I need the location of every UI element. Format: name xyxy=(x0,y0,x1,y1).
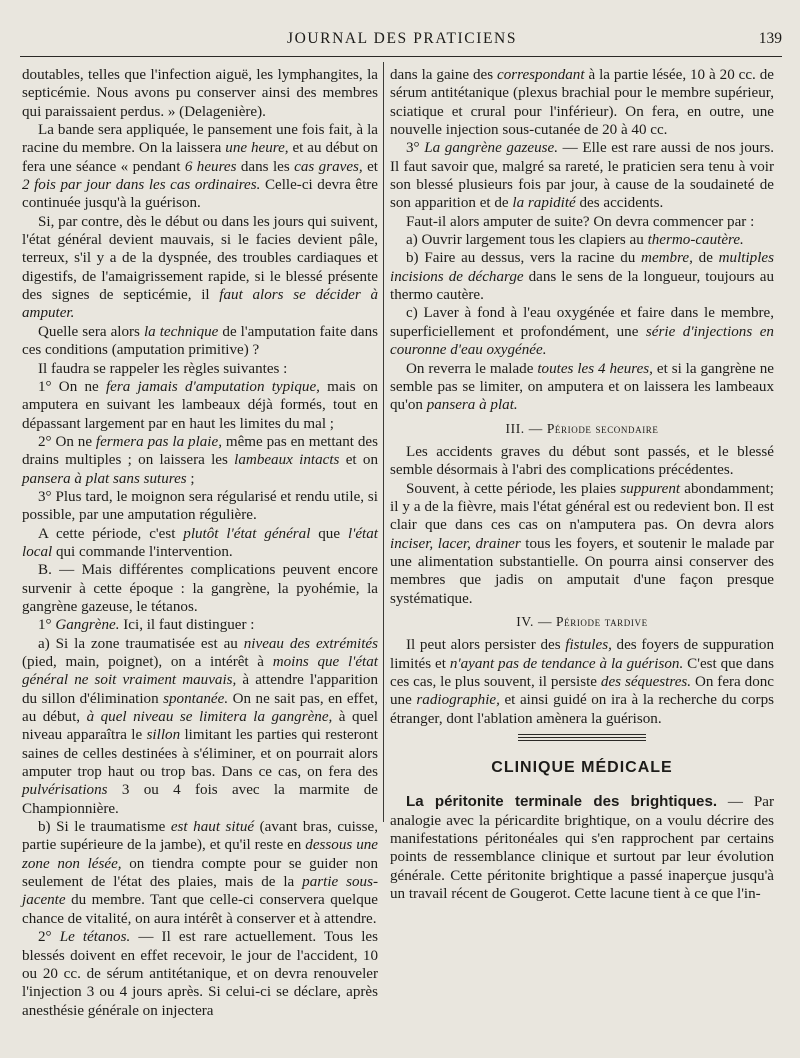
section-heading-periode-secondaire: III. — Période secondaire xyxy=(505,420,659,436)
paragraph: Il peut alors persister des fistules, des foyers de suppuration limités et n'ayant pas de tendance à la guérison. C'est que dans ces cas, le plus souvent, il persiste des séquestres. On fera donc une radiographie, et ainsi guidé on ira à la recherche du corps étranger, dont l'ablation amènera la guérison. xyxy=(390,637,775,727)
section-heading-periode-tardive: IV. — Période tardive xyxy=(516,613,648,629)
section-separator xyxy=(518,734,646,741)
article-paragraph: La péritonite terminale des brightiques. — Par analogie avec la péricardite brightique, on a voulu décrire des manifestations péritonéales qui s'en rapprochent par certains points de ressemblance clinique et surtout par leur évolution générale. Cette péritonite brightique a passé inaperçue jusqu'à un travail récent de Gougerot. Cette lacune tient à ce que l'in- xyxy=(390,793,775,903)
list-item: 3° Plus tard, le moignon sera régularisé et rendu utile, si possible, par une amputation régulière. xyxy=(22,488,378,524)
paragraph: A cette période, c'est plutôt l'état général que l'état local qui commande l'intervention. xyxy=(22,525,378,560)
paragraph: On reverra le malade toutes les 4 heures, et si la gangrène ne semble pas se limiter, on amputera et on laissera les lambeaux qu'on pansera à plat. xyxy=(390,360,774,414)
paragraph: doutables, telles que l'infection aiguë, les lymphangites, la septicémie. Nous avons pu conserver ainsi des membres qui paraissaient perdus. » (Delagenière). xyxy=(22,67,378,120)
list-item: a) Ouvrir largement tous les clapiers au thermo-cautère. xyxy=(406,232,744,249)
list-item: 1° Gangrène. Ici, il faut distinguer : xyxy=(38,617,255,634)
page-number: 139 xyxy=(758,30,782,47)
list-item: c) Laver à fond à l'eau oxygénée et faire dans le membre, superficiellement et profondément, une série d'injections en couronne d'eau oxygénée. xyxy=(390,305,774,359)
list-item: 2° Le tétanos. — Il est rare actuellement. Tous les blessés doivent en effet recevoir, le jour de l'accident, 10 ou 20 cc. de sérum antitétanique, et on devra renouveler l'injection 3 ou 4 jours après. Si celui-ci se déclare, après anesthésie générale on injectera xyxy=(22,929,379,1019)
paragraph: Si, par contre, dès le début ou dans les jours qui suivent, l'état général devient mauvais, si le facies devient pâle, terreux, s'il y a de la dyspnée, des troubles cardiaques et digestifs, de l'amaigrissement rapide, si le blessé présente des signes de septicémie, il faut alors se décider à amputer. xyxy=(22,213,378,322)
paragraph: Les accidents graves du début sont passés, et le blessé semble désormais à l'abri des complications précédentes. xyxy=(390,443,774,479)
paragraph: Faut-il alors amputer de suite? On devra commencer par : xyxy=(406,213,755,230)
page-header xyxy=(22,30,782,54)
right-column xyxy=(390,66,774,903)
article-title: La péritonite terminale des brightiques. xyxy=(406,793,718,811)
journal-title: JOURNAL DES PRATICIENS xyxy=(286,30,518,47)
header-rule xyxy=(20,56,782,57)
paragraph: Il faudra se rappeler les règles suivantes : xyxy=(38,360,288,377)
list-item: b) Si le traumatisme est haut situé (avant bras, cuisse, partie supérieure de la jambe), et qu'il reste en dessous une zone non lésée, on tiendra compte pour se guider non seulement de l'état des plaies, mais de la partie sous-jacente du membre. Tant que celle-ci conservera quelque chance de vitalité, on aura intérêt à conserver et à attendre. xyxy=(22,819,379,927)
paragraph: La bande sera appliquée, le pansement une fois fait, à la racine du membre. On la laissera une heure, et au début on fera une séance « pendant 6 heures dans les cas graves, et 2 fois par jour dans les cas ordinaires. Celle-ci devra être continuée jusqu'à la guérison. xyxy=(22,122,378,212)
paragraph: dans la gaine des correspondant à la partie lésée, 10 à 20 cc. de sérum antitétanique (plexus brachial pour le membre supérieur, sciatique et crural pour l'inférieur). On fera, en outre, une nouvelle injection sous-cutanée de 20 à 40 cc. xyxy=(390,67,774,139)
list-item: 3° La gangrène gazeuse. — Elle est rare aussi de nos jours. Il faut savoir que, malgré sa rareté, le praticien sera tenu à voir son blessé plusieurs fois par jour, à cause de la soudaineté de son apparition et de la rapidité des accidents. xyxy=(390,140,775,212)
list-item: a) Si la zone traumatisée est au niveau des extrémités (pied, main, poignet), on a intérêt à moins que l'état général ne soit vraiment mauvais, à attendre l'apparition du sillon d'élimination spontanée. On ne sait pas, en effet, au début, à quel niveau se limitera la gangrène, à quel niveau apparaîtra le sillon limitant les parties qui resteront saines de celles destinées à s'éliminer, et on pourrait alors amputer trop haut ou trop bas. Dans ce cas, on fera des pulvérisations 3 ou 4 fois avec la marmite de Championnière. xyxy=(22,635,379,817)
paragraph: Quelle sera alors la technique de l'amputation faite dans ces conditions (amputation primitive) ? xyxy=(22,323,378,359)
rubric-heading: CLINIQUE MÉDICALE xyxy=(491,759,673,777)
left-column xyxy=(22,66,378,1020)
paragraph: B. — Mais différentes complications peuvent encore survenir à cette époque : la gangrène, la pyohémie, la gangrène gazeuse, le tétanos. xyxy=(22,562,378,615)
list-item: 2° On ne fermera pas la plaie, même pas en mettant des drains multiples ; on laissera les lambeaux intacts et on pansera à plat sans sutures ; xyxy=(22,433,378,487)
list-item: 1° On ne fera jamais d'amputation typique, mais on amputera en suivant les lambeaux déjà formés, tout en dépassant largement par en haut les limites du mal ; xyxy=(22,378,378,432)
column-divider xyxy=(383,62,384,822)
paragraph: Souvent, à cette période, les plaies suppurent abondamment; il y a de la fièvre, mais l'état général est ou redevient bon. Il est clair que dans ces cas on n'amputera pas. On devra alors inciser, lacer, drainer tous les foyers, et soutenir le malade par une alimentation substantielle. On pourra ainsi conserver des membres que jadis on amputait d'une façon presque systématique. xyxy=(390,480,775,607)
list-item: b) Faire au dessus, vers la racine du membre, de multiples incisions de décharge dans le sens de la longueur, toujours au thermo cautère. xyxy=(390,250,774,304)
